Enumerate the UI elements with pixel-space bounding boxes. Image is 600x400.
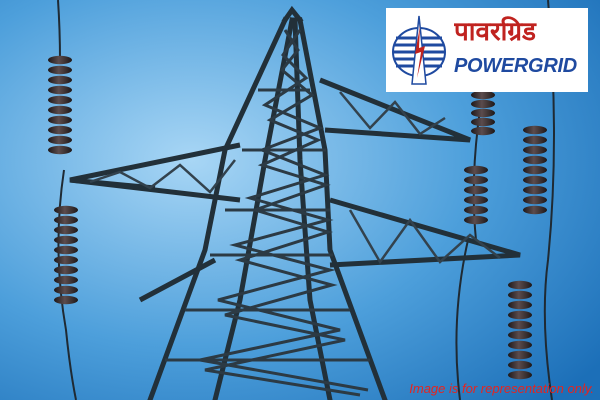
logo-hindi-text: पावरग्रिड [454,17,536,47]
powergrid-logo [386,8,588,92]
disclaimer-caption: Image is for representation only. [409,381,594,396]
insulator-string-far-right [523,126,547,214]
powergrid-emblem-icon [390,12,448,88]
insulator-string-right-upper [471,91,495,135]
logo-english-text: POWERGRID [454,55,577,77]
